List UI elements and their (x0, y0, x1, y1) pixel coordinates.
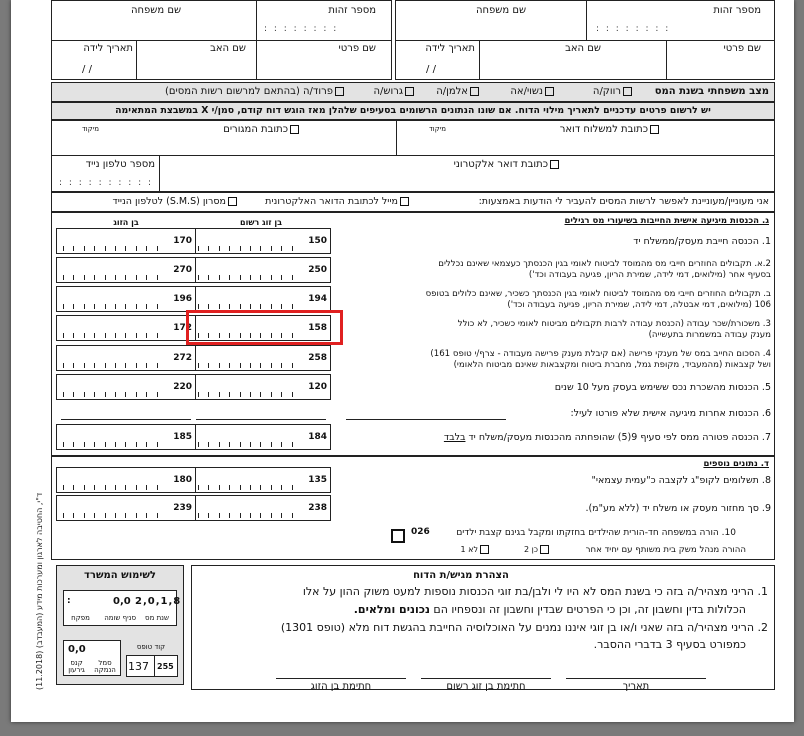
digit-tick (219, 363, 220, 368)
row-2b-label-2: 106 (מילואים, דמי אבטלה, דמי לידה, שמירת הריון, פגיעה בעבודה וכד') (507, 300, 771, 310)
digit-tick (105, 246, 106, 251)
digit-tick (105, 304, 106, 309)
digit-tick (125, 392, 126, 397)
item10-checkbox[interactable] (391, 525, 405, 544)
digit-tick (84, 442, 85, 447)
highlight-box (186, 310, 343, 345)
digit-tick (250, 513, 251, 518)
digit-tick (146, 304, 147, 309)
digit-tick (281, 275, 282, 280)
id-digits-right[interactable]: : : : : : : : : (596, 24, 671, 34)
digit-tick (240, 392, 241, 397)
digit-tick (136, 442, 137, 447)
digit-tick (157, 442, 158, 447)
field-172[interactable]: 172 (56, 315, 196, 341)
digit-tick (208, 304, 209, 309)
digit-tick (229, 392, 230, 397)
digit-tick (292, 246, 293, 251)
digit-tick (73, 442, 74, 447)
digit-tick (115, 442, 116, 447)
sign-date-line[interactable] (566, 678, 706, 679)
row-6-line-spouse[interactable] (61, 419, 191, 420)
marital-option-married[interactable]: נשוי/אה (481, 86, 556, 98)
field-185[interactable]: 185 (56, 424, 196, 450)
digit-tick (84, 246, 85, 251)
digit-tick (250, 442, 251, 447)
digit-tick (281, 304, 282, 309)
digit-tick (63, 363, 64, 368)
digit-tick (157, 485, 158, 490)
digit-tick (219, 304, 220, 309)
digit-tick (115, 363, 116, 368)
birth-date-field-right[interactable]: / / (426, 64, 436, 75)
digit-tick (229, 363, 230, 368)
update-note: יש לרשום פרטים עדכניים לתאריך מילוי הדוח. אם שונו הנתונים הרשומים בסעיפים שלהלן מאז הוגש דוח קודם, סמן/י X במשבצת המתאימה (115, 105, 711, 116)
row-2a-label: 2.א. תקבולים החוזרים חייבי מס מהמוסד לביטוח לאומי בגין הכנסתך כעצמאי שאינם נכללים (438, 259, 771, 269)
digit-tick (260, 513, 261, 518)
office-dot: : (67, 596, 71, 606)
consent-email-option[interactable]: מייל לכתובת הדואר האלקטרונית (241, 196, 411, 208)
sign-spouse-line[interactable] (276, 678, 406, 679)
digit-tick (292, 392, 293, 397)
registered-signature-label: חתימת בן זוג רשום (446, 681, 526, 692)
widowed-checkbox[interactable] (470, 87, 479, 96)
digit-tick (271, 275, 272, 280)
digit-tick (136, 246, 137, 251)
digit-tick (260, 246, 261, 251)
section-d-title: ד. נתונים נוספים (703, 459, 769, 469)
office-code-label: סניף שומה (104, 614, 136, 622)
field-270[interactable]: 270 (56, 257, 196, 283)
spouse-signature-label: חתימת בן הזוג (310, 681, 372, 692)
digit-tick (136, 333, 137, 338)
digit-tick (73, 513, 74, 518)
row-6-line-registered[interactable] (196, 419, 326, 420)
digit-tick (198, 275, 199, 280)
digit-tick (229, 246, 230, 251)
digit-tick (115, 304, 116, 309)
digit-tick (281, 246, 282, 251)
divorced-checkbox[interactable] (405, 87, 414, 96)
digit-tick (94, 363, 95, 368)
digit-tick (271, 442, 272, 447)
row-7-label: 7. הכנסה פטורה ממס לפי סעיף 9(5) שהופחתה מהכנסות מעסק/משלח יד בלבד (443, 432, 771, 443)
digit-tick (281, 392, 282, 397)
office-code: 0,0 (113, 596, 131, 607)
digit-tick (157, 333, 158, 338)
digit-tick (115, 513, 116, 518)
digit-tick (208, 442, 209, 447)
row-3-label-2: מענק עבודה במשמרות בתעשייה) (648, 330, 771, 340)
digit-tick (146, 392, 147, 397)
digit-tick (136, 304, 137, 309)
digit-tick (208, 485, 209, 490)
row-6-line[interactable] (346, 419, 506, 420)
digit-tick (219, 392, 220, 397)
digit-tick (115, 275, 116, 280)
digit-tick (84, 363, 85, 368)
marital-status-title: מצב משפחתי בשנת המס (654, 86, 769, 97)
id-digits-left[interactable]: : : : : : : : : (264, 24, 339, 34)
digit-tick (94, 392, 95, 397)
mail-address-checkbox[interactable] (650, 125, 659, 134)
digit-tick (208, 392, 209, 397)
marital-option-widowed[interactable]: אלמן/ה (416, 86, 481, 98)
digit-tick (125, 363, 126, 368)
digit-tick (136, 392, 137, 397)
digit-tick (260, 275, 261, 280)
digit-tick (146, 513, 147, 518)
digit-tick (94, 333, 95, 338)
digit-tick (260, 392, 261, 397)
digit-tick (260, 485, 261, 490)
digit-tick (146, 333, 147, 338)
digit-tick (105, 363, 106, 368)
field-180[interactable]: 180 (56, 467, 196, 493)
digit-tick (73, 304, 74, 309)
digit-tick (73, 392, 74, 397)
digit-tick (136, 513, 137, 518)
id-label-left: מספר זהות (328, 5, 376, 16)
row-5-label: 5. הכנסות מהשכרת נכס ששימש בעסק מעל 10 שנים (554, 382, 771, 393)
digit-tick (125, 513, 126, 518)
mobile-digits[interactable]: : : : : : : : : : : (59, 178, 154, 188)
digit-tick (292, 442, 293, 447)
row-4-label: 4. הסכום החייב במס של מענקי פרישה (אם קיבלת מענק פרישה מעבודה - צרף/י טופס 161) (430, 349, 771, 359)
digit-tick (208, 513, 209, 518)
digit-tick (250, 392, 251, 397)
digit-tick (94, 485, 95, 490)
email-field[interactable]: כתובת דואר אלקטרוני (411, 159, 561, 171)
digit-tick (271, 363, 272, 368)
digit-tick (198, 442, 199, 447)
digit-tick (157, 392, 158, 397)
digit-tick (271, 485, 272, 490)
digit-tick (84, 333, 85, 338)
digit-tick (240, 513, 241, 518)
digit-tick (63, 442, 64, 447)
digit-tick (271, 513, 272, 518)
field-196[interactable]: 196 (56, 286, 196, 312)
digit-tick (240, 442, 241, 447)
digit-tick (73, 363, 74, 368)
digit-tick (250, 304, 251, 309)
mail-zip-label: מיקוד (428, 125, 446, 133)
id-label-right: מספר זהות (713, 5, 761, 16)
surname-label-right: שם משפחה (475, 5, 527, 16)
row-6-label: 6. הכנסות אחרות מיגיעה אישית שלא פורטו לעיל: (570, 408, 771, 419)
marital-option-single[interactable]: רווק/ה (559, 86, 634, 98)
row-10-label: 10. הורה במשפחה חד-הורית שהילדים בחזקתו ומקבל בגינם קצבת ילדים (456, 528, 736, 538)
digit-tick (73, 275, 74, 280)
digit-tick (229, 513, 230, 518)
father-name-label-right: שם האב (565, 43, 601, 54)
digit-tick (125, 275, 126, 280)
digit-tick (63, 304, 64, 309)
digit-tick (115, 333, 116, 338)
digit-tick (105, 392, 106, 397)
digit-tick (146, 246, 147, 251)
first-name-label-right: שם פרטי (723, 43, 761, 54)
tax-form-page (11, 0, 794, 722)
mail-address-field[interactable]: כתובת למשלוח דואר (521, 124, 661, 136)
side-note: ד"י, החטיבה לארגון ומערכות מידע (המעבדב) (11.2018) (35, 492, 44, 690)
digit-tick (84, 275, 85, 280)
row-2b-label: ב. תקבולים החוזרים חייבי מס מהמוסד לביטוח לאומי בגין הכנסתך כשכיר, שאינם כלולים בטופס (425, 289, 771, 299)
separated-checkbox[interactable] (335, 87, 344, 96)
digit-tick (208, 275, 209, 280)
row-1-label: 1. הכנסה חייבת מעסק/ממשלח יד (633, 236, 771, 247)
office-file-label: מפקח (71, 614, 90, 622)
field-220[interactable]: 220 (56, 374, 196, 400)
digit-tick (219, 275, 220, 280)
field-250[interactable]: 250 (191, 257, 331, 283)
declaration-line-2: הכלולות בדין וחשבון זה, וכן כי הפרטים שבדין וחשבון זה ונספחיו הם נכונים ומלאים. (353, 603, 746, 616)
digit-tick (250, 363, 251, 368)
field-135[interactable]: 135 (191, 467, 331, 493)
col-spouse-header: בן הזוג (113, 218, 139, 227)
form-code-label: קוד טופס (136, 643, 166, 651)
digit-tick (208, 363, 209, 368)
field-239[interactable]: 239 (56, 495, 196, 521)
digit-tick (198, 513, 199, 518)
digit-tick (219, 513, 220, 518)
consent-sms-option[interactable]: מסרון (S.M.S) לטלפון הנייד (59, 196, 239, 208)
digit-tick (281, 442, 282, 447)
digit-tick (136, 363, 137, 368)
consent-text: אני מעוניין/מעוניינת לאפשר לרשות המסים להעביר לי הודעות באמצעות: (478, 196, 769, 207)
digit-tick (115, 392, 116, 397)
yes-checkbox[interactable] (540, 545, 549, 554)
declaration-line-1: 1. הריני מצהיר/ה בזה כי בשנת המס לא היו לי ולבן/בת זוגי הכנסות נוספות למעט משוק ההון על אלו (302, 585, 768, 598)
field-120[interactable]: 120 (191, 374, 331, 400)
digit-tick (73, 485, 74, 490)
digit-tick (229, 485, 230, 490)
office-tax-year: 2,0,1,8 (135, 596, 182, 607)
col-registered-header: בן זוג רשום (240, 218, 282, 227)
digit-tick (125, 442, 126, 447)
father-name-label-left: שם האב (210, 43, 246, 54)
field-184[interactable]: 184 (191, 424, 331, 450)
sign-registered-line[interactable] (421, 678, 551, 679)
marital-option-divorced[interactable]: גרוש/ה (351, 86, 416, 98)
home-zip-label: מיקוד (81, 125, 99, 133)
digit-tick (94, 513, 95, 518)
digit-tick (260, 304, 261, 309)
digit-tick (229, 275, 230, 280)
digit-tick (94, 275, 95, 280)
field-194[interactable]: 194 (191, 286, 331, 312)
digit-tick (105, 275, 106, 280)
digit-tick (73, 333, 74, 338)
office-ident-code: 0,0 (68, 644, 86, 655)
field-258[interactable]: 258 (191, 345, 331, 371)
digit-tick (84, 485, 85, 490)
section-g-title: ג. הכנסות מיגיעה אישית החייבות בשיעורי מס רגילים (564, 216, 769, 226)
declaration-line-4: כמפורט בסעיף 3 בדברי ההסבר. (593, 638, 746, 651)
digit-tick (219, 485, 220, 490)
surname-label-left: שם משפחה (130, 5, 182, 16)
digit-tick (292, 275, 293, 280)
digit-tick (240, 485, 241, 490)
birth-date-field-left[interactable]: / / (82, 64, 92, 75)
digit-tick (240, 275, 241, 280)
digit-tick (125, 333, 126, 338)
item10-code: 026 (411, 527, 430, 537)
digit-tick (146, 363, 147, 368)
field-170[interactable]: 170 (56, 228, 196, 254)
digit-tick (115, 246, 116, 251)
digit-tick (219, 246, 220, 251)
home-address-checkbox[interactable] (290, 125, 299, 134)
digit-tick (157, 513, 158, 518)
digit-tick (84, 513, 85, 518)
declaration-line-3: 2. הריני מצהיר/ה בזה שאני ו/או בן זוגי איננו נמנים על האוכלוסיה החייבת בהגשת דוח מלא (טופס 1301) (280, 621, 768, 634)
digit-tick (198, 485, 199, 490)
digit-tick (105, 485, 106, 490)
office-ident-label: סמל הנמקה (94, 659, 116, 674)
digit-tick (63, 333, 64, 338)
birth-date-label-left: תאריך לידה (83, 43, 133, 54)
first-name-label-left: שם פרטי (338, 43, 376, 54)
digit-tick (105, 442, 106, 447)
digit-tick (63, 246, 64, 251)
single-parent-label: ההורה מנהל משק בית משותף עם יחיד אחר (585, 545, 746, 555)
row-8-label: 8. תשלומים לקופ"ג לקצבה כ"עמית עצמאי" (591, 475, 771, 486)
digit-tick (240, 304, 241, 309)
no-checkbox[interactable] (480, 545, 489, 554)
field-272[interactable]: 272 (56, 345, 196, 371)
digit-tick (157, 246, 158, 251)
mobile-label: מספר טלפון נייד (85, 159, 155, 170)
digit-tick (105, 333, 106, 338)
email-checkbox[interactable] (550, 160, 559, 169)
digit-tick (292, 485, 293, 490)
digit-tick (260, 442, 261, 447)
home-address-field[interactable]: כתובת המגורים (181, 124, 301, 136)
digit-tick (63, 392, 64, 397)
digit-tick (198, 246, 199, 251)
field-150[interactable]: 150 (191, 228, 331, 254)
form-sub-code: 255 (157, 662, 174, 671)
digit-tick (125, 304, 126, 309)
row-9-label: 9. סך מחזור מעסק או משלח יד (ללא מע"מ). (585, 503, 771, 514)
digit-tick (250, 246, 251, 251)
yes-option[interactable]: כן 2 (496, 545, 551, 555)
digit-tick (146, 485, 147, 490)
digit-tick (63, 275, 64, 280)
marital-option-separated[interactable]: פרוד/ה (בהתאם למרשום רשות המסים) (101, 86, 346, 98)
digit-tick (281, 485, 282, 490)
row-2a-label-2: בסעיף אחר (מילואים, דמי לידה, שמירת הריון, פגיעה בעבודה וכד') (528, 270, 771, 280)
digit-tick (292, 363, 293, 368)
digit-tick (198, 392, 199, 397)
digit-tick (260, 363, 261, 368)
office-tax-year-label: שנת מס (145, 614, 169, 622)
digit-tick (229, 304, 230, 309)
digit-tick (198, 363, 199, 368)
digit-tick (84, 392, 85, 397)
digit-tick (281, 513, 282, 518)
office-use-title: לשימוש המשרד (84, 570, 156, 581)
consent-sms-checkbox[interactable] (228, 197, 237, 206)
field-238[interactable]: 238 (191, 495, 331, 521)
digit-tick (84, 304, 85, 309)
digit-tick (63, 513, 64, 518)
digit-tick (240, 246, 241, 251)
digit-tick (73, 246, 74, 251)
digit-tick (281, 363, 282, 368)
digit-tick (136, 485, 137, 490)
digit-tick (292, 513, 293, 518)
digit-tick (271, 392, 272, 397)
single-checkbox[interactable] (623, 87, 632, 96)
digit-tick (94, 304, 95, 309)
digit-tick (105, 513, 106, 518)
declaration-title: הצהרת מגיש/ת הדוח (413, 570, 509, 581)
digit-tick (157, 363, 158, 368)
digit-tick (271, 246, 272, 251)
office-input-label: קנס גירעון (68, 659, 85, 674)
digit-tick (198, 304, 199, 309)
birth-date-label-right: תאריך לידה (425, 43, 475, 54)
digit-tick (250, 485, 251, 490)
digit-tick (240, 363, 241, 368)
digit-tick (146, 442, 147, 447)
digit-tick (219, 442, 220, 447)
digit-tick (292, 304, 293, 309)
digit-tick (157, 275, 158, 280)
digit-tick (94, 246, 95, 251)
digit-tick (136, 275, 137, 280)
digit-tick (250, 275, 251, 280)
field-158[interactable]: 158 (191, 315, 331, 341)
digit-tick (115, 485, 116, 490)
digit-tick (271, 304, 272, 309)
digit-tick (208, 246, 209, 251)
form-code: 137 (128, 660, 149, 673)
digit-tick (157, 304, 158, 309)
digit-tick (146, 275, 147, 280)
digit-tick (125, 246, 126, 251)
row-3-label: 3. משכורת/שכר עבודה (הכנסת עבודה לרבות תקבולים מביטוח לאומי כשכיר, לא כולל (457, 319, 771, 329)
row-4-label-2: ושל קצבאות (מהמעביד, מקופת גמל, מחברת ביטוח ומקצבאות שאינם מביטוח הלאומי) (453, 360, 771, 370)
consent-email-checkbox[interactable] (400, 197, 409, 206)
digit-tick (94, 442, 95, 447)
digit-tick (125, 485, 126, 490)
date-signature-label: תאריך (622, 681, 650, 692)
no-option[interactable]: לא 1 (441, 545, 491, 555)
digit-tick (63, 485, 64, 490)
digit-tick (229, 442, 230, 447)
married-checkbox[interactable] (545, 87, 554, 96)
